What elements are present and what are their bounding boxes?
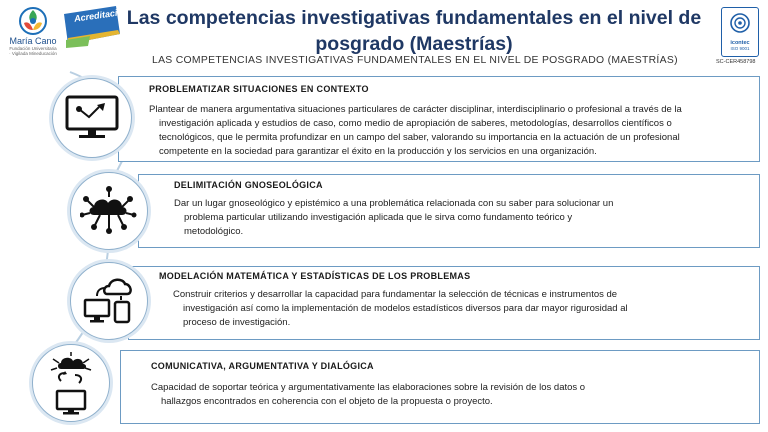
certification-brand: icontec [730,40,750,46]
competency-1-line-1: Plantear de manera argumentativa situaciones particulares de carácter disciplinar, interdisciplinario o profesional a través de la [149,104,682,115]
certification-code: SC-CER458798 [716,59,756,65]
competency-heading-2: DELIMITACIÓN GNOSEOLÓGICA [174,180,323,190]
competency-2-line-1: Dar un lugar gnoseológico y epistémico a una problemática relacionada con su saber para solucionar un [174,198,614,209]
competency-1-line-2: investigación aplicada y estudios de caso, como medio de apropiación de saberes, metodologías, desarrollos científicos o [159,118,672,129]
competency-text-4 [151,381,751,409]
competency-1-line-3: tecnológicos, que le permita profundizar en un campo del saber, valorando su importancia en la actuación de un profesional [159,132,680,143]
competency-3-line-2: investigación así como la implementación de modelos estadísticos diversos para dar mayor rigurosidad al [183,303,628,314]
competency-card-4 [120,350,760,424]
institution-name: María Cano [9,36,57,46]
competency-heading-1: PROBLEMATIZAR SITUACIONES EN CONTEXTO [149,84,369,94]
page-title-line-2: posgrado (Maestrías) [315,33,513,55]
competency-3-line-1: Construir criterios y desarrollar la capacidad para fundamentar la selección de técnicas e instrumentos de [173,289,618,300]
competency-icon-circle-1 [52,78,132,158]
competency-2-line-3: metodológico. [184,226,244,237]
competency-icon-circle-2 [70,172,148,250]
competency-heading-3: MODELACIÓN MATEMÁTICA Y ESTADÍSTICAS DE LOS PROBLEMAS [159,271,471,281]
cloud-devices-icon [81,274,135,326]
competency-icon-circle-4 [32,344,110,422]
competency-4-line-1: Capacidad de soportar teórica y argumentativamente las elaboraciones sobre la revisión de los datos o [151,382,586,393]
competency-text-2 [174,197,754,239]
cloud-computer-sync-icon [49,351,93,415]
competency-text-3 [173,288,753,330]
competency-heading-4: COMUNICATIVA, ARGUMENTATIVA Y DIALÓGICA [151,361,374,371]
accreditation-text: Acreditación [73,6,129,24]
cloud-network-icon [80,185,138,237]
certification-iso: ISO 9001 [730,46,750,51]
page-subtitle: LAS COMPETENCIAS INVESTIGATIVAS FUNDAMENTALES EN EL NIVEL DE POSGRADO (MAESTRÍAS) [152,55,678,66]
competency-3-line-3: proceso de investigación. [183,317,291,328]
competency-icon-circle-3 [70,262,148,340]
competency-text-1 [149,103,754,159]
competency-1-line-4: competente en la sociedad para garantizar el éxito en la producción y los servicios en una organización. [159,146,597,157]
competency-4-line-2: hallazgos encontrados en coherencia con el objeto de la propuesta o proyecto. [161,396,493,407]
institution-tagline: Fundación Universitaria · Vigilada Mineducación [9,46,57,56]
competency-card-3 [128,266,760,340]
competency-card-2 [138,174,760,248]
page-title-line-1: Las competencias investigativas fundamentales en el nivel de [126,7,702,29]
competency-2-line-2: problema particular utilizando investigación aplicada que le sirva como fundamento teórico y [184,212,573,223]
monitor-presentation-icon [65,95,119,141]
competency-card-1 [118,76,760,162]
